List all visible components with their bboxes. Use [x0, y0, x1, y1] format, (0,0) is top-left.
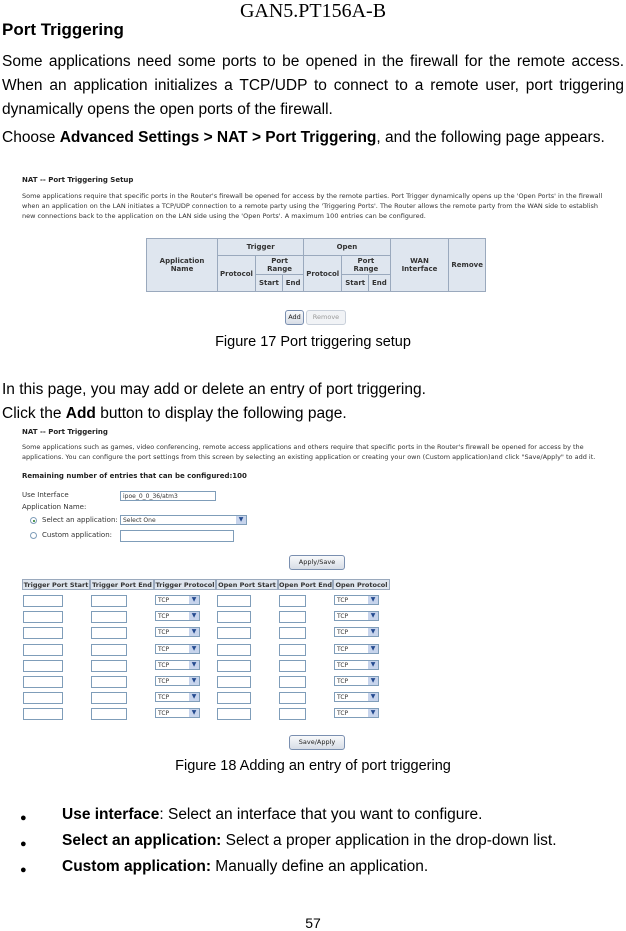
trigger-port-start-input[interactable]: [23, 708, 63, 720]
open-protocol-select[interactable]: TCP ▼: [334, 676, 379, 686]
select-application-label: Select an application:: [42, 516, 118, 524]
document-header: GAN5.PT156A-B: [239, 0, 387, 22]
figure-17-screenshot: [22, 176, 612, 326]
nat-description: Some applications require that specific ports in the Router's firewall be opened for access by the remote parties. Port Trigger dynamically opens up the 'Open Ports' in the firewall when an application on the LAN initiates a TCP/UDP connection to a remote party using the 'Triggering Ports'. The Router allows the remote party from the WAN side to establish new connections back to the application on the LAN side using the 'Open Ports'. A maximum 100 entries can be configured.: [22, 192, 603, 220]
use-interface-select[interactable]: ipoe_0_0_36/atm3: [120, 491, 216, 501]
trigger-protocol-select[interactable]: TCP ▼: [155, 676, 200, 686]
col-application-name: Application Name: [147, 239, 218, 292]
col-trigger-protocol: Protocol: [218, 256, 256, 292]
bullet-custom-application: ● Custom application: Manually define an application.: [20, 858, 429, 876]
trigger-port-end-input[interactable]: [91, 611, 127, 623]
open-port-end-input[interactable]: [279, 611, 306, 623]
chevron-down-icon: ▼: [189, 677, 199, 685]
col-trigger-port-range: Port Range: [255, 256, 303, 275]
chevron-down-icon: ▼: [368, 645, 378, 653]
col-trigger-start: Start: [255, 275, 282, 292]
open-protocol-select[interactable]: TCP ▼: [334, 708, 379, 718]
add-button[interactable]: Add: [285, 310, 304, 325]
group-trigger: Trigger: [218, 239, 304, 256]
col-open-port-range: Port Range: [342, 256, 390, 275]
col-wan-interface: WAN Interface: [390, 239, 449, 292]
port-entry-grid: [22, 579, 390, 724]
use-interface-label: Use Interface: [22, 491, 69, 499]
figure-18-caption: Figure 18 Adding an entry of port triggering: [175, 758, 451, 774]
open-port-start-input[interactable]: [217, 660, 251, 672]
apply-save-button[interactable]: Apply/Save: [289, 555, 345, 570]
open-port-end-input[interactable]: [279, 692, 306, 704]
open-port-end-input[interactable]: [279, 627, 306, 639]
open-port-end-input[interactable]: [279, 660, 306, 672]
chevron-down-icon: ▼: [189, 628, 199, 636]
select-application-radio[interactable]: [30, 517, 37, 524]
chevron-down-icon: ▼: [189, 693, 199, 701]
bullet-icon: ●: [20, 864, 27, 876]
trigger-port-end-input[interactable]: [91, 595, 127, 607]
trigger-port-start-input[interactable]: [23, 611, 63, 623]
col-open-protocol: Open Protocol: [333, 579, 390, 590]
trigger-protocol-select[interactable]: TCP ▼: [155, 611, 200, 621]
custom-application-label: Custom application:: [42, 531, 113, 539]
add-keyword: Add: [65, 405, 96, 422]
open-protocol-select[interactable]: TCP ▼: [334, 644, 379, 654]
section-title: Port Triggering: [2, 20, 124, 39]
chevron-down-icon: ▼: [189, 661, 199, 669]
figure-17-caption: Figure 17 Port triggering setup: [215, 334, 411, 350]
trigger-port-start-input[interactable]: [23, 644, 63, 656]
chevron-down-icon: ▼: [189, 596, 199, 604]
intro-paragraph: Some applications need some ports to be opened in the firewall for the remote access. When an application initializes a TCP/UDP to connect to a remote user, port triggering dynamically opens the open ports of the firewall.: [2, 53, 624, 118]
nat-trigger-title: NAT -- Port Triggering: [22, 428, 108, 436]
open-port-end-input[interactable]: [279, 644, 306, 656]
choose-paragraph: Choose Advanced Settings > NAT > Port Triggering, and the following page appears.: [2, 129, 605, 146]
application-name-label: Application Name:: [22, 503, 87, 511]
chevron-down-icon: ▼: [368, 612, 378, 620]
custom-application-input[interactable]: [120, 530, 234, 542]
chevron-down-icon: ▼: [189, 645, 199, 653]
open-port-start-input[interactable]: [217, 644, 251, 656]
select-application-dropdown[interactable]: Select One ▼: [120, 515, 247, 525]
group-open: Open: [304, 239, 390, 256]
col-trigger-protocol: Trigger Protocol: [155, 581, 215, 589]
trigger-protocol-select[interactable]: TCP ▼: [155, 708, 200, 718]
trigger-protocol-select[interactable]: TCP ▼: [155, 692, 200, 702]
col-open-port-end: Open Port End: [279, 581, 333, 589]
trigger-port-end-input[interactable]: [91, 676, 127, 688]
trigger-port-start-input[interactable]: [23, 692, 63, 704]
chevron-down-icon: ▼: [368, 693, 378, 701]
page-number: 57: [305, 915, 321, 931]
open-port-start-input[interactable]: [217, 676, 251, 688]
trigger-port-end-input[interactable]: [91, 627, 127, 639]
open-protocol-select[interactable]: TCP ▼: [334, 595, 379, 605]
col-open-end: End: [369, 275, 390, 292]
chevron-down-icon: ▼: [368, 661, 378, 669]
open-port-start-input[interactable]: [217, 692, 251, 704]
col-trigger-port-end: Trigger Port End: [90, 579, 154, 590]
open-port-start-input[interactable]: [217, 595, 251, 607]
menu-path: Advanced Settings > NAT > Port Triggering: [59, 129, 377, 146]
trigger-port-end-input[interactable]: [91, 644, 127, 656]
trigger-port-start-input[interactable]: [23, 660, 63, 672]
chevron-down-icon: ▼: [189, 612, 199, 620]
trigger-protocol-select[interactable]: TCP ▼: [155, 660, 200, 670]
save-apply-button[interactable]: Save/Apply: [289, 735, 345, 750]
open-protocol-select[interactable]: TCP ▼: [334, 692, 379, 702]
figure-18-screenshot: [22, 428, 612, 754]
nat-trigger-description: Some applications such as games, video conferencing, remote access applications and others require that specific ports in the Router's firewall be opened for access by the applications. You can configure the port settings from this screen by selecting an existing application or creating your own (Custom application)and click "Save/Apply" to add it.: [22, 443, 596, 461]
remaining-entries: Remaining number of entries that can be configured:100: [22, 472, 247, 480]
open-protocol-select[interactable]: TCP ▼: [334, 611, 379, 621]
open-protocol-select[interactable]: TCP ▼: [334, 627, 379, 637]
custom-application-radio[interactable]: [30, 532, 37, 539]
chevron-down-icon: ▼: [368, 628, 378, 636]
open-port-end-input[interactable]: [279, 595, 306, 607]
trigger-port-end-input[interactable]: [91, 692, 127, 704]
open-port-end-input[interactable]: [279, 708, 306, 720]
open-port-start-input[interactable]: [217, 627, 251, 639]
col-open-protocol: Protocol: [304, 256, 342, 292]
trigger-protocol-select[interactable]: TCP ▼: [155, 595, 200, 605]
trigger-port-end-input[interactable]: [91, 660, 127, 672]
mid-paragraph-2: Click the Add button to display the following page.: [2, 405, 347, 422]
port-triggering-table: [146, 238, 486, 292]
col-remove: Remove: [449, 239, 486, 292]
bullet-select-application: ● Select an application: Select a proper application in the drop-down list.: [20, 832, 557, 850]
chevron-down-icon: ▼: [368, 677, 378, 685]
trigger-port-start-input[interactable]: [23, 676, 63, 688]
nat-title: NAT -- Port Triggering Setup: [22, 176, 134, 184]
bullet-icon: ●: [20, 812, 27, 824]
col-trigger-end: End: [282, 275, 303, 292]
trigger-protocol-select[interactable]: TCP ▼: [155, 627, 200, 637]
trigger-port-start-input[interactable]: [23, 627, 63, 639]
open-port-start-input[interactable]: [217, 611, 251, 623]
open-port-end-input[interactable]: [279, 676, 306, 688]
mid-paragraph-1: In this page, you may add or delete an entry of port triggering.: [2, 381, 426, 398]
col-open-start: Start: [342, 275, 369, 292]
col-open-port-start: Open Port Start: [216, 579, 278, 590]
chevron-down-icon: ▼: [368, 596, 378, 604]
open-protocol-select[interactable]: TCP ▼: [334, 660, 379, 670]
trigger-port-start-input[interactable]: [23, 595, 63, 607]
bullet-use-interface: ● Use interface: Select an interface that you want to configure.: [20, 806, 483, 824]
remove-button[interactable]: Remove: [306, 310, 346, 325]
bullet-icon: ●: [20, 838, 27, 850]
chevron-down-icon: ▼: [368, 709, 378, 717]
chevron-down-icon: ▼: [189, 709, 199, 717]
open-port-start-input[interactable]: [217, 708, 251, 720]
col-trigger-port-start: Trigger Port Start: [23, 581, 89, 589]
chevron-down-icon: ▼: [236, 516, 246, 524]
trigger-protocol-select[interactable]: TCP ▼: [155, 644, 200, 654]
trigger-port-end-input[interactable]: [91, 708, 127, 720]
